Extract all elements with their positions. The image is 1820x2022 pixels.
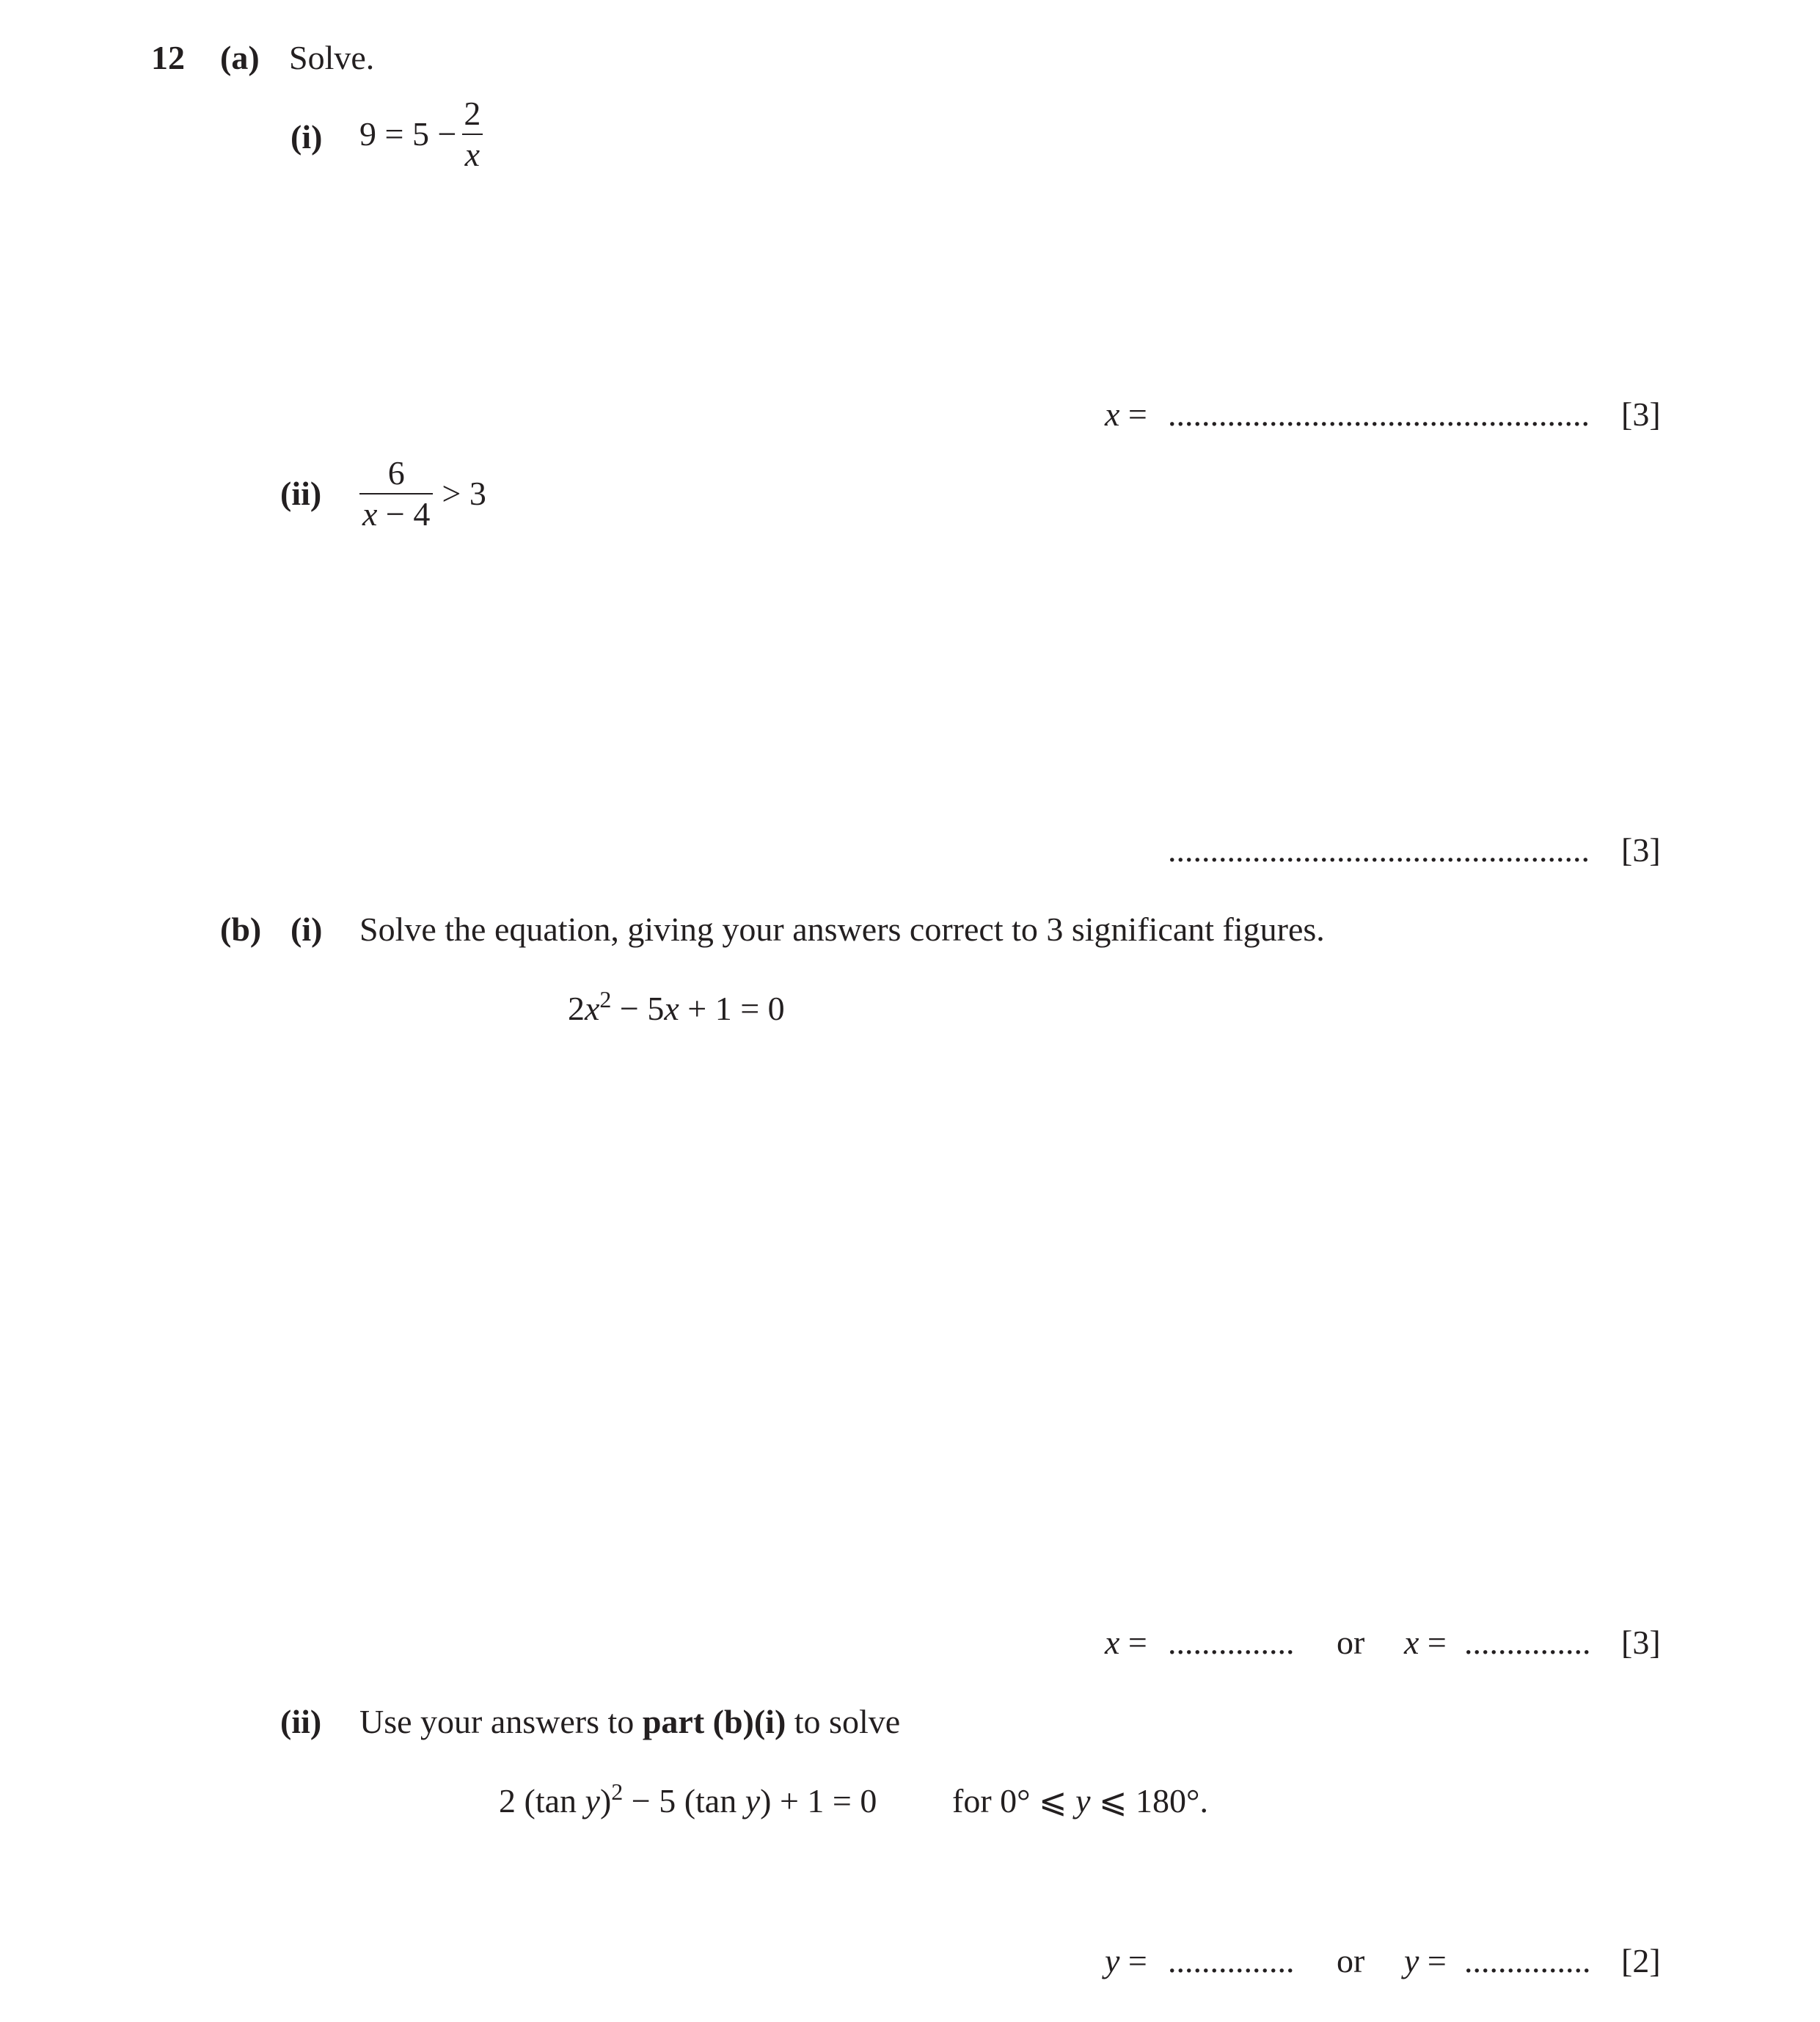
- part-a-label: (a): [220, 39, 260, 76]
- or-text: or: [1337, 1624, 1365, 1661]
- equation-a-i-fraction: [461, 97, 483, 172]
- inequality-rhs: > 3: [442, 475, 486, 512]
- or-text: or: [1337, 1942, 1365, 1979]
- equation-b-ii: 2 (tan y)$^2$ − 5 (tan y) + 1 = 0: [499, 1778, 877, 1820]
- equation-a-i-lhs: 9 = 5 −: [359, 115, 457, 153]
- equation-b-i: $2x^2 - 5x + 1 = 0$: [568, 986, 785, 1027]
- part-b-i-instruction: Solve the equation, giving your answers correct to 3 significant figures.: [359, 910, 1325, 948]
- part-a-i-label: (i): [290, 118, 323, 156]
- answer-field-b-ii-first[interactable]: ...............: [1168, 1942, 1295, 1979]
- part-b-i-label: (i): [290, 910, 323, 948]
- equation-a-i: [359, 97, 483, 172]
- fraction-numerator: 6: [387, 454, 405, 492]
- part-b-ii-instruction: Use your answers to part (b)(i) to solve: [359, 1703, 901, 1740]
- marks-a-i: [3]: [1621, 395, 1661, 433]
- marks-a-ii: [3]: [1621, 831, 1661, 869]
- answer-field-a-ii[interactable]: ..................................................: [1168, 831, 1590, 869]
- marks-b-ii: [2]: [1621, 1942, 1661, 1979]
- question-number: 12: [151, 39, 185, 76]
- answer-field-b-i-second[interactable]: ...............: [1464, 1624, 1591, 1661]
- part-b-ii-label: (ii): [280, 1703, 322, 1740]
- part-b-label: (b): [220, 910, 262, 948]
- fraction-denominator: x: [462, 134, 483, 172]
- answer-line-a-i: [1105, 395, 1147, 433]
- fraction-numerator: 2: [464, 95, 481, 132]
- answer-line-b-ii-second: y =: [1404, 1942, 1447, 1979]
- inequality-a-ii: [359, 456, 486, 531]
- answer-field-b-ii-second[interactable]: ...............: [1464, 1942, 1591, 1979]
- part-a-ii-label: (ii): [280, 475, 322, 512]
- answer-field-b-i-first[interactable]: ...............: [1168, 1624, 1295, 1661]
- answer-equals: =: [1128, 395, 1147, 433]
- marks-b-i: [3]: [1621, 1624, 1661, 1661]
- answer-line-b-ii-first: y =: [1105, 1942, 1147, 1979]
- answer-variable: x: [1105, 395, 1120, 433]
- answer-line-b-i-second: x =: [1404, 1624, 1447, 1661]
- equation-b-ii-range: for 0° ⩽ y ⩽ 180°.: [952, 1782, 1208, 1820]
- answer-field-a-i[interactable]: ..................................................: [1168, 395, 1590, 433]
- part-a-instruction: Solve.: [289, 39, 375, 76]
- fraction-denominator: x − 4: [359, 493, 433, 531]
- inequality-fraction: [359, 456, 433, 531]
- answer-line-b-i-first: x =: [1105, 1624, 1147, 1661]
